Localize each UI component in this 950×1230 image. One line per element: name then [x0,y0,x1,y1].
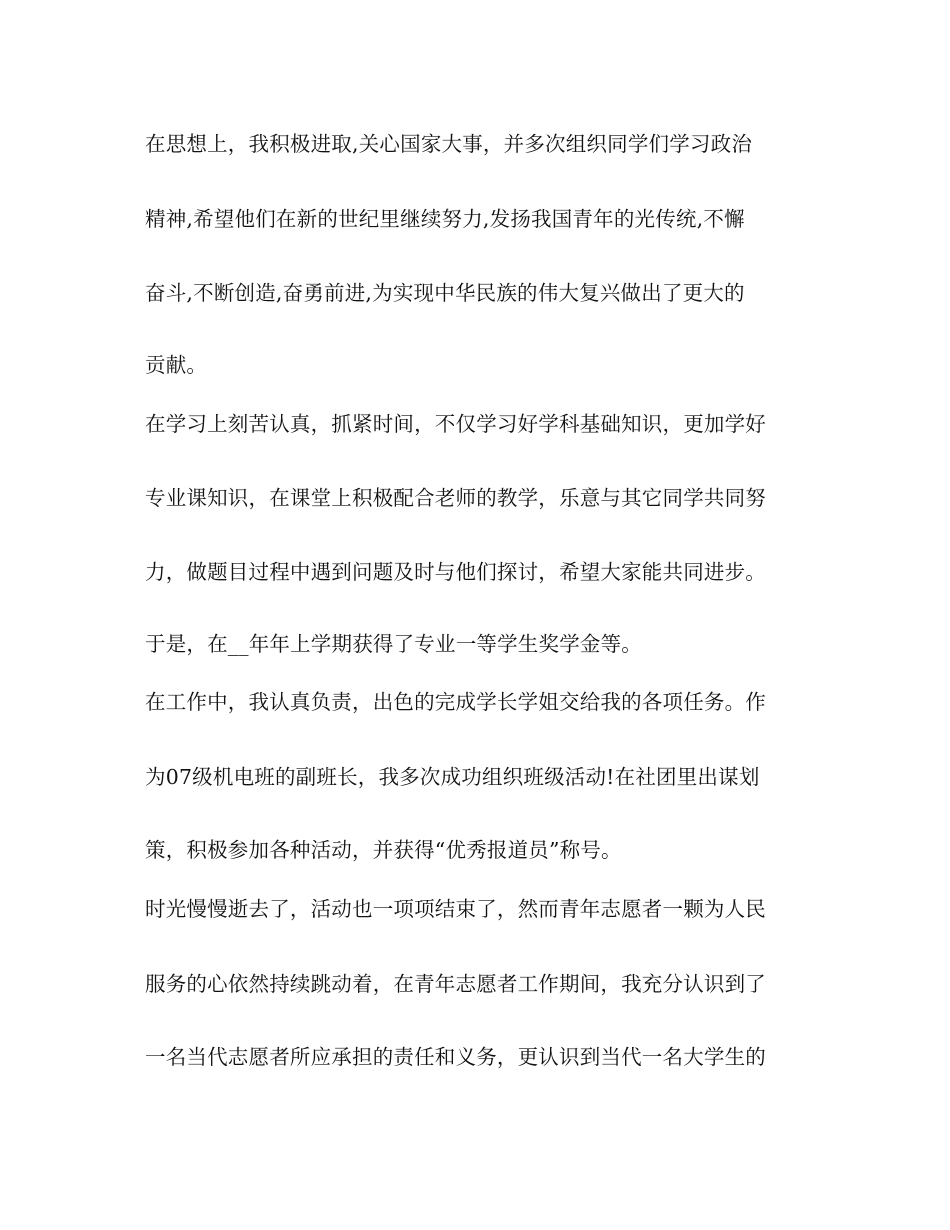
text-line: 策，积极参加各种活动，并获得“优秀报道员”称号。 [145,838,622,862]
text-line: 在工作中，我认真负责，出色的完成学长学姐交给我的各项任务。作 [145,690,766,714]
text-line: 贡献。 [145,353,208,377]
text-line: 专业课知识，在课堂上积极配合老师的教学，乐意与其它同学共同努 [145,486,766,510]
text-line: 时光慢慢逝去了，活动也一项项结束了，然而青年志愿者一颗为人民 [145,897,766,921]
text-line: 于是，在__年年上学期获得了专业一等学生奖学金等。 [145,632,642,656]
text-line: 一名当代志愿者所应承担的责任和义务，更认识到当代一名大学生的 [145,1045,766,1069]
text-line: 精神,希望他们在新的世纪里继续努力,发扬我国青年的光传统,不懈 [145,207,745,231]
text-line: 在思想上，我积极进取,关心国家大事，并多次组织同学们学习政治 [145,132,753,156]
text-line: 奋斗,不断创造,奋勇前进,为实现中华民族的伟大复兴做出了更大的 [145,281,745,305]
text-line: 服务的心依然持续跳动着，在青年志愿者工作期间，我充分认识到了 [145,972,766,996]
text-line: 为07级机电班的副班长，我多次成功组织班级活动!在社团里出谋划 [145,765,760,789]
text-line: 在学习上刻苦认真，抓紧时间，不仅学习好学科基础知识，更加学好 [145,412,766,436]
text-line: 力，做题目过程中遇到问题及时与他们探讨，希望大家能共同进步。 [145,560,766,584]
